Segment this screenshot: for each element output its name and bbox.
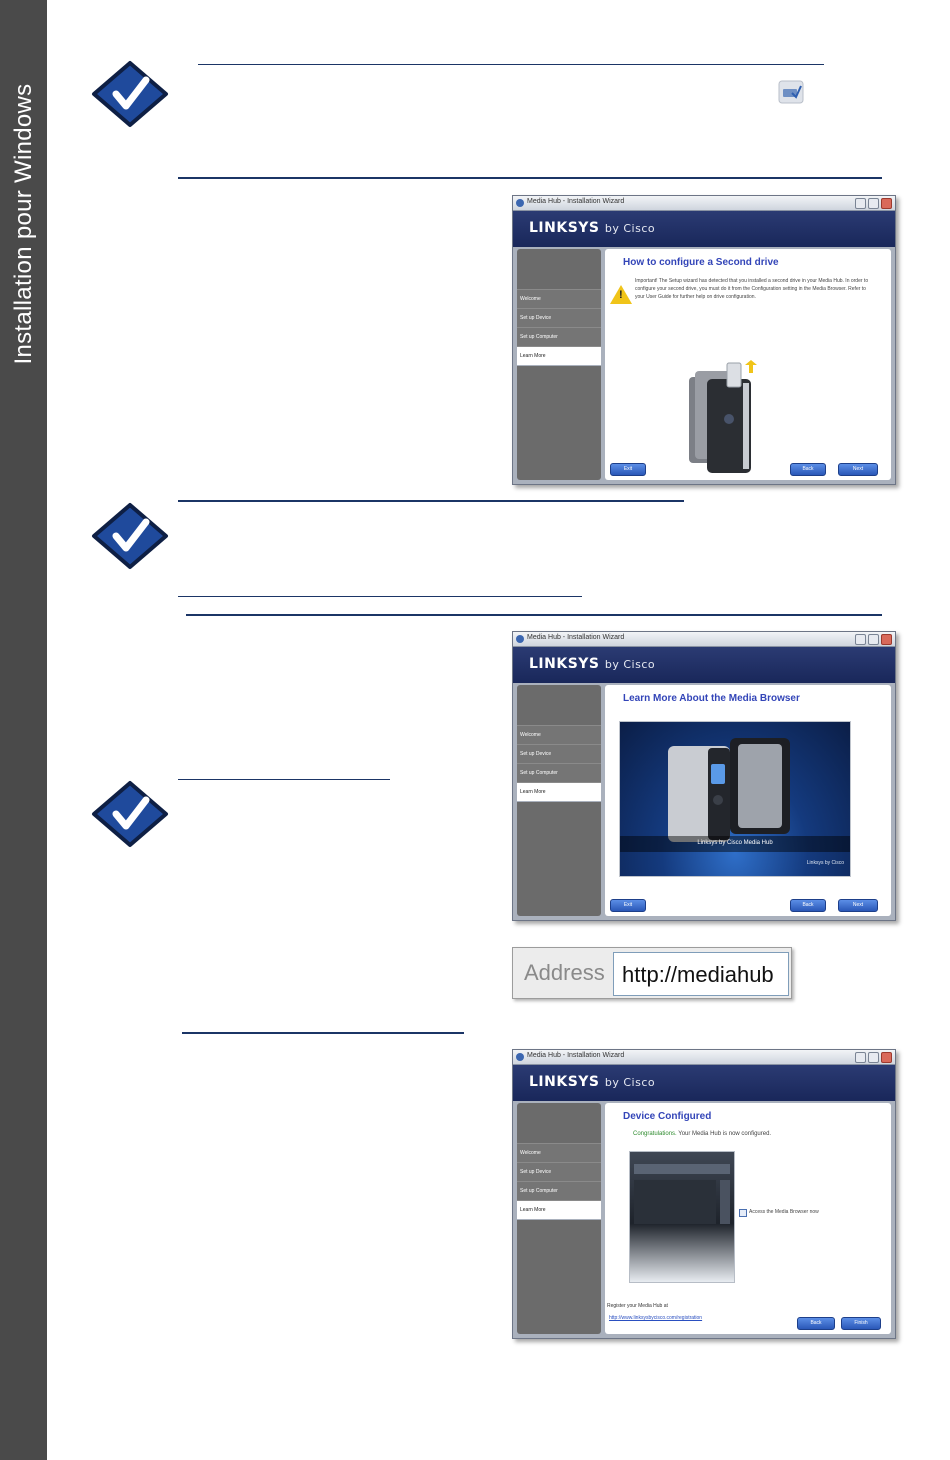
preview-toolbar [634,1164,730,1174]
media-browser-promo [619,721,851,877]
media-browser-preview [629,1151,735,1283]
logo-by: by Cisco [604,222,656,235]
nav-item-learn-more: Learn More [517,1200,601,1219]
maximize-icon [868,198,879,209]
window-controls [855,198,892,209]
nav-header [517,249,601,289]
window-titlebar [513,1050,895,1065]
app-icon [516,199,524,207]
exit-button[interactable]: Exit [610,899,646,912]
window-titlebar [513,196,895,211]
address-input[interactable] [613,952,789,996]
nav-item-setup-computer: Set up Computer [517,763,601,782]
back-button[interactable]: Back [790,899,826,912]
congrats-text: Congratulations. [633,1131,677,1137]
rule-7 [182,1032,464,1034]
rule-3 [178,500,684,502]
window-title: Media Hub - Installation Wizard [527,634,625,641]
wizard-nav [517,1103,601,1334]
nav-item-welcome: Welcome [517,1143,601,1162]
checkmark-note-icon [90,502,170,570]
nav-item-setup-computer: Set up Computer [517,1181,601,1200]
nav-item-welcome: Welcome [517,289,601,308]
nav-item-setup-device: Set up Device [517,308,601,327]
wizard-heading: How to configure a Second drive [623,257,779,268]
hardware-icon [778,80,804,104]
linksys-logo [529,1074,655,1090]
window-title: Media Hub - Installation Wizard [527,1052,625,1059]
congrats-rest: Your Media Hub is now configured. [678,1131,772,1137]
nav-item-setup-device: Set up Device [517,744,601,763]
rule-1 [198,64,824,65]
access-browser-label: Access the Media Browser now [749,1209,819,1215]
wizard-content [605,685,891,916]
close-icon [881,634,892,645]
sidebar-title: Installation pour Windows [10,83,37,365]
maximize-icon [868,634,879,645]
wizard-heading: Device Configured [623,1111,712,1122]
linksys-logo [529,656,655,672]
nav-item-learn-more: Learn More [517,782,601,801]
minimize-icon [855,634,866,645]
browser-address-bar [512,947,792,999]
wizard-content [605,249,891,480]
logo-by: by Cisco [604,1076,656,1089]
checkmark-note-icon [90,780,170,848]
linksys-logo [529,220,655,236]
back-button[interactable]: Back [790,463,826,476]
logo-text: LINKSYS [529,656,600,672]
window-title: Media Hub - Installation Wizard [527,198,625,205]
linksys-banner [513,647,895,683]
preview-sidebar [720,1180,730,1224]
logo-text: LINKSYS [529,1074,600,1090]
close-icon [881,1052,892,1063]
nav-footer [517,366,601,480]
window-controls [855,1052,892,1063]
address-label: Address [524,960,605,985]
wizard-content [605,1103,891,1334]
wizard-nav [517,249,601,480]
nav-footer [517,802,601,916]
minimize-icon [855,198,866,209]
checkmark-note-icon [90,60,170,128]
media-hub-devices-image [660,734,810,844]
wizard-heading: Learn More About the Media Browser [623,693,800,704]
next-button[interactable]: Next [838,899,878,912]
finish-button[interactable]: Finish [841,1317,881,1330]
close-icon [881,198,892,209]
logo-text: LINKSYS [529,220,600,236]
warning-text: Important! The Setup wizard has detected that you installed a second drive in your Media Hub. In order to configure your second drive, you must do it from the Configuration setting in the Media Browser. Refer to your User Guide for further help on drive configuration. [635,278,869,300]
rule-5 [186,614,882,616]
minimize-icon [855,1052,866,1063]
window-titlebar [513,632,895,647]
linksys-banner [513,211,895,247]
nav-header [517,1103,601,1143]
rule-6 [178,779,390,780]
back-button[interactable]: Back [797,1317,835,1330]
promo-caption: Linksys by Cisco Media Hub [697,840,773,846]
exit-button[interactable]: Exit [610,463,646,476]
app-icon [516,1053,524,1061]
preview-panel [634,1180,716,1224]
nav-item-setup-computer: Set up Computer [517,327,601,346]
window-controls [855,634,892,645]
media-hub-device-image [687,359,777,475]
next-button[interactable]: Next [838,463,878,476]
maximize-icon [868,1052,879,1063]
address-value: http://mediahub [622,962,774,987]
register-text: Register your Media Hub at [607,1303,668,1309]
nav-header [517,685,601,725]
warning-mark: ! [619,289,623,301]
linksys-banner [513,1065,895,1101]
sidebar [0,0,47,1460]
wizard-nav [517,685,601,916]
nav-item-welcome: Welcome [517,725,601,744]
nav-footer [517,1220,601,1334]
app-icon [516,635,524,643]
congrats-line [633,1131,771,1137]
nav-item-learn-more: Learn More [517,346,601,365]
access-browser-checkbox[interactable] [739,1209,747,1217]
wizard-screenshot-learn-more [512,631,896,921]
rule-2 [178,177,882,179]
promo-brand: Linksys by Cisco [806,860,844,866]
rule-4 [178,596,582,597]
register-link[interactable]: http://www.linksysbycisco.com/registration [609,1315,703,1321]
wizard-screenshot-second-drive [512,195,896,485]
wizard-screenshot-device-configured [512,1049,896,1339]
nav-item-setup-device: Set up Device [517,1162,601,1181]
logo-by: by Cisco [604,658,656,671]
